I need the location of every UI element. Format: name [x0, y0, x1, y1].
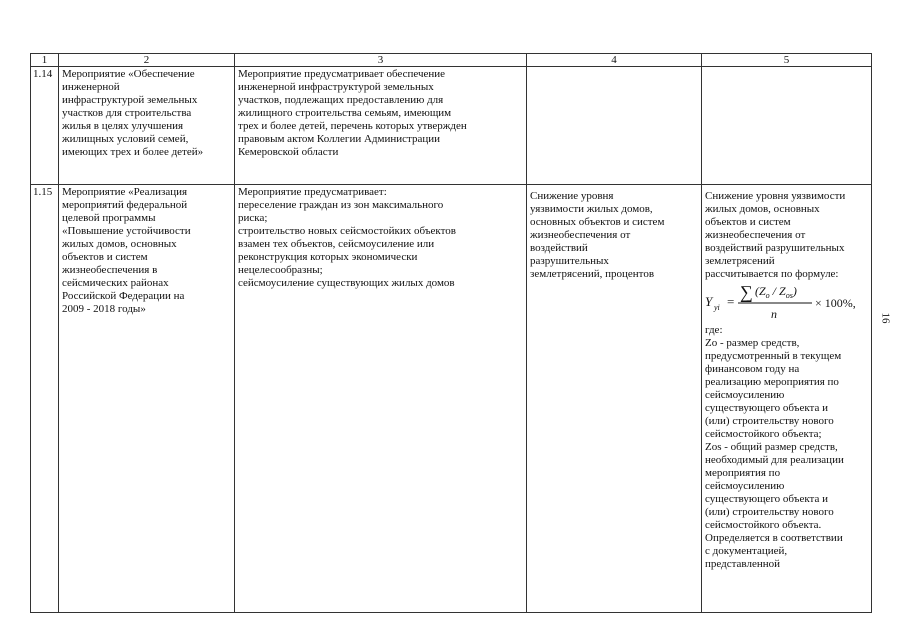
text-line: Мероприятие предусматривает:: [238, 186, 387, 198]
text-line: правовым актом Коллегии Администрации: [238, 133, 440, 145]
formula-lhs-sub: yi: [714, 303, 720, 312]
text-line: Zo - размер средств,: [705, 337, 800, 349]
indicator-name-cell: [527, 185, 702, 613]
measures-table: [30, 53, 872, 613]
text-line: жилых домов, основных: [62, 238, 177, 250]
text-line: нецелесообразны;: [238, 264, 323, 276]
text-line: переселение граждан из зон максимального: [238, 199, 444, 211]
text-line: сейсмоусилению: [705, 480, 785, 492]
text-line: инженерной: [62, 81, 120, 93]
text-line: жизнеобеспечения в: [62, 264, 158, 276]
measure-description-cell: [235, 67, 527, 185]
text-line: воздействий: [530, 242, 588, 254]
text-line: где:: [705, 324, 723, 336]
text-line: (или) строительству нового: [705, 415, 834, 427]
text-line: мероприятия по: [705, 467, 781, 479]
text-line: Мероприятие «Обеспечение: [62, 68, 195, 80]
text-line: Zos - общий размер средств,: [705, 441, 838, 453]
table-header-row: [31, 54, 872, 67]
row-number: 1.15: [31, 185, 59, 613]
measure-description-cell: [235, 185, 527, 613]
text-line: жилищного строительства семьям, имеющим: [238, 107, 452, 119]
measure-name-cell: [59, 67, 235, 185]
text-line: землетрясений, процентов: [530, 268, 655, 280]
text-line: объектов и систем: [62, 251, 148, 263]
text-line: взамен тех объектов, сейсмоусиление или: [238, 238, 435, 250]
text-line: рассчитывается по формуле:: [705, 268, 839, 280]
text-line: сейсмоусиление существующих жилых домов: [238, 277, 455, 289]
text-line: (или) строительству нового: [705, 506, 834, 518]
text-line: участков, подлежащих предоставлению для: [238, 94, 444, 106]
formula-equals: =: [727, 294, 735, 309]
text-line: существующего объекта и: [705, 493, 828, 505]
text-line: участков для строительства: [62, 107, 192, 119]
formula-lhs: Y: [705, 294, 713, 309]
formula-tail: × 100%,: [815, 296, 856, 310]
text-line: жилищных условий семей,: [62, 133, 189, 145]
text-line: финансовом году на: [705, 363, 800, 375]
text-line: жилья в целях улучшения: [62, 120, 184, 132]
row-number: 1.14: [31, 67, 59, 185]
text-line: инженерной инфраструктурой земельных: [238, 81, 434, 93]
text-line: Определяется в соответствии: [705, 532, 843, 544]
header-cell: 5: [702, 54, 872, 67]
header-cell: 4: [527, 54, 702, 67]
text-line: Российской Федерации на: [62, 290, 185, 302]
text-line: воздействий разрушительных: [705, 242, 845, 254]
text-line: жизнеобеспечения от: [705, 229, 806, 241]
text-line: Снижение уровня: [530, 190, 614, 202]
method-text-before: [705, 190, 868, 281]
text-line: сейсмических районах: [62, 277, 169, 289]
text-line: существующего объекта и: [705, 402, 828, 414]
text-line: реализацию мероприятия по: [705, 376, 839, 388]
text-line: предусмотренный в текущем: [705, 350, 842, 362]
page-number: 16: [879, 312, 892, 324]
text-line: риска;: [238, 212, 268, 224]
indicator-method-cell: [702, 67, 872, 185]
text-line: Мероприятие предусматривает обеспечение: [238, 68, 446, 80]
text-line: с документацией,: [705, 545, 788, 557]
text-line: сейсмостойкого объекта;: [705, 428, 822, 440]
text-line: целевой программы: [62, 212, 156, 224]
text-line: жизнеобеспечения от: [530, 229, 631, 241]
text-line: имеющих трех и более детей»: [62, 146, 204, 158]
header-cell: 3: [235, 54, 527, 67]
text-line: землетрясений: [705, 255, 775, 267]
measure-name-cell: [59, 185, 235, 613]
text-line: Снижение уровня уязвимости: [705, 190, 846, 202]
text-line: «Повышение устойчивости: [62, 225, 191, 237]
text-line: основных объектов и систем: [530, 216, 665, 228]
header-cell: 1: [31, 54, 59, 67]
text-line: жилых домов, основных: [705, 203, 820, 215]
text-line: Кемеровской области: [238, 146, 339, 158]
method-text-after: [705, 324, 868, 571]
indicator-name-cell: [527, 67, 702, 185]
text-line: уязвимости жилых домов,: [530, 203, 653, 215]
indicator-method-cell: [702, 185, 872, 613]
text-line: Мероприятие «Реализация: [62, 186, 188, 198]
text-line: необходимый для реализации: [705, 454, 844, 466]
table-row: [31, 67, 872, 185]
text-line: представленной: [705, 558, 781, 570]
text-line: сейсмоусилению: [705, 389, 785, 401]
text-line: сейсмостойкого объекта.: [705, 519, 822, 531]
formula-denominator: n: [771, 307, 777, 321]
text-line: мероприятий федеральной: [62, 199, 188, 211]
header-cell: 2: [59, 54, 235, 67]
formula-sum-sign: ∑: [740, 282, 753, 302]
text-line: строительство новых сейсмостойких объектов: [238, 225, 456, 237]
table-row: [31, 185, 872, 613]
vulnerability-formula: [705, 282, 868, 322]
text-line: инфраструктурой земельных: [62, 94, 198, 106]
formula-numerator: $(Z_o / Z_{os})$: [755, 284, 797, 300]
text-line: 2009 - 2018 годы»: [62, 303, 146, 315]
text-line: разрушительных: [530, 255, 609, 267]
text-line: объектов и систем: [705, 216, 791, 228]
text-line: трех и более детей, перечень которых утвержден: [238, 120, 467, 132]
text-line: реконструкция которых экономически: [238, 251, 418, 263]
